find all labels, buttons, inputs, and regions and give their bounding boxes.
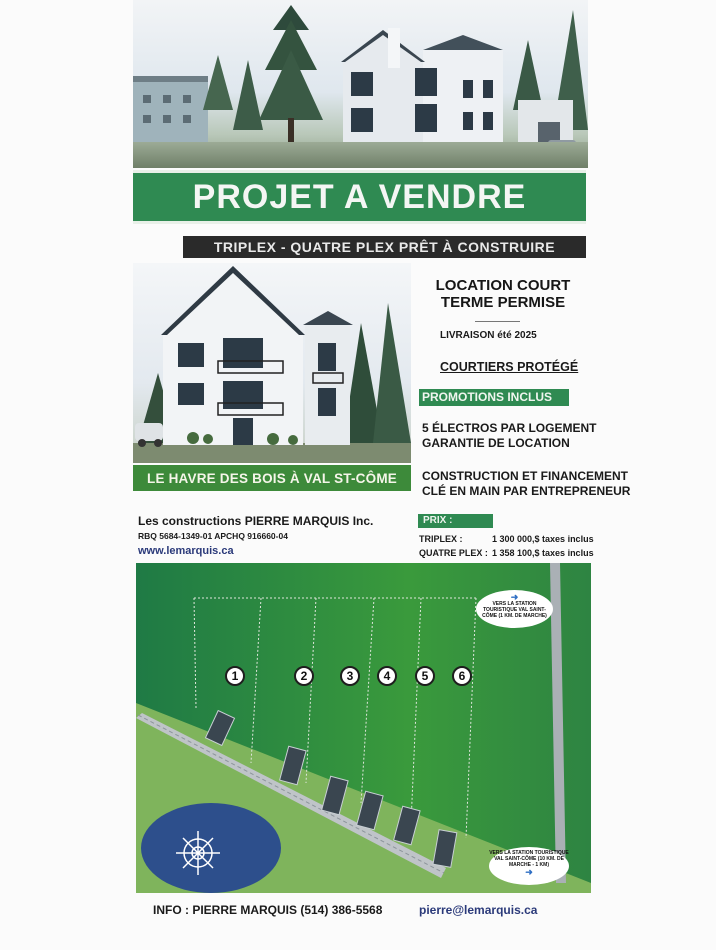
price-type-triplex: TRIPLEX : bbox=[419, 534, 463, 544]
project-type-text: TRIPLEX - QUATRE PLEX PRÊT À CONSTRUIRE bbox=[213, 239, 556, 255]
project-type-band bbox=[183, 236, 586, 258]
havre-caption-text: LE HAVRE DES BOIS À VAL ST-CÔME bbox=[147, 470, 397, 486]
divider bbox=[475, 321, 520, 322]
projet-a-vendre-banner bbox=[133, 170, 586, 224]
website-link[interactable]: www.lemarquis.ca bbox=[138, 545, 234, 557]
livraison-text: LIVRAISON été 2025 bbox=[440, 330, 537, 341]
direction-sign-bottom bbox=[489, 847, 569, 885]
courtiers-protege-text: COURTIERS PROTÉGÉ bbox=[440, 360, 579, 374]
direction-top-text: VERS LA STATION TOURISTIQUE VAL SAINT-CÔME (1 KM. DE MARCHE) bbox=[482, 601, 547, 619]
lot-3-marker: 3 bbox=[340, 666, 360, 686]
construction-line-1: CONSTRUCTION ET FINANCEMENT bbox=[422, 469, 628, 483]
lot-6-marker: 6 bbox=[452, 666, 472, 686]
prix-label: PRIX : bbox=[418, 514, 493, 528]
electros-text bbox=[422, 421, 596, 451]
triplex-illustration bbox=[133, 263, 411, 463]
construction-line-2: CLÉ EN MAIN PAR ENTREPRENEUR bbox=[422, 484, 631, 498]
lot-5-marker: 5 bbox=[415, 666, 435, 686]
price-amount-quatreplex: 1 358 100,$ taxes inclus bbox=[492, 548, 594, 558]
lot-4-marker: 4 bbox=[377, 666, 397, 686]
price-amount-triplex: 1 300 000,$ taxes inclus bbox=[492, 534, 594, 544]
lot-2-marker: 2 bbox=[294, 666, 314, 686]
company-name: Les constructions PIERRE MARQUIS Inc. bbox=[138, 514, 374, 528]
site-plan-map bbox=[136, 563, 591, 893]
construction-text bbox=[422, 469, 630, 499]
top-building-photo bbox=[133, 0, 588, 168]
location-line-2: TERME PERMISE bbox=[440, 294, 566, 311]
licence-numbers: RBQ 5684-1349-01 APCHQ 916660-04 bbox=[138, 531, 288, 541]
price-type-quatreplex: QUATRE PLEX : bbox=[419, 548, 488, 558]
electros-line-2: GARANTIE DE LOCATION bbox=[422, 436, 570, 450]
location-line-1: LOCATION COURT bbox=[435, 277, 571, 294]
lot-1-marker: 1 bbox=[225, 666, 245, 686]
electros-line-1: 5 ÉLECTROS PAR LOGEMENT bbox=[422, 421, 597, 435]
triplex-render-photo bbox=[133, 263, 411, 463]
location-court-terme-heading bbox=[418, 277, 588, 311]
arrow-right-icon: ➜ bbox=[510, 592, 519, 602]
direction-sign-top bbox=[476, 590, 553, 628]
havre-des-bois-caption bbox=[133, 465, 411, 491]
arrow-right-icon: ➜ bbox=[525, 867, 533, 877]
contact-info: INFO : PIERRE MARQUIS (514) 386-5568 bbox=[153, 903, 383, 917]
contact-email[interactable]: pierre@lemarquis.ca bbox=[419, 903, 538, 917]
direction-bottom-text: VERS LA STATION TOURISTIQUE VAL SAINT-CÔME (10 KM. DE MARCHE - 1 KM) bbox=[489, 850, 569, 868]
promotions-badge: PROMOTIONS INCLUS bbox=[419, 389, 569, 406]
banner-title: PROJET A VENDRE bbox=[192, 177, 527, 216]
